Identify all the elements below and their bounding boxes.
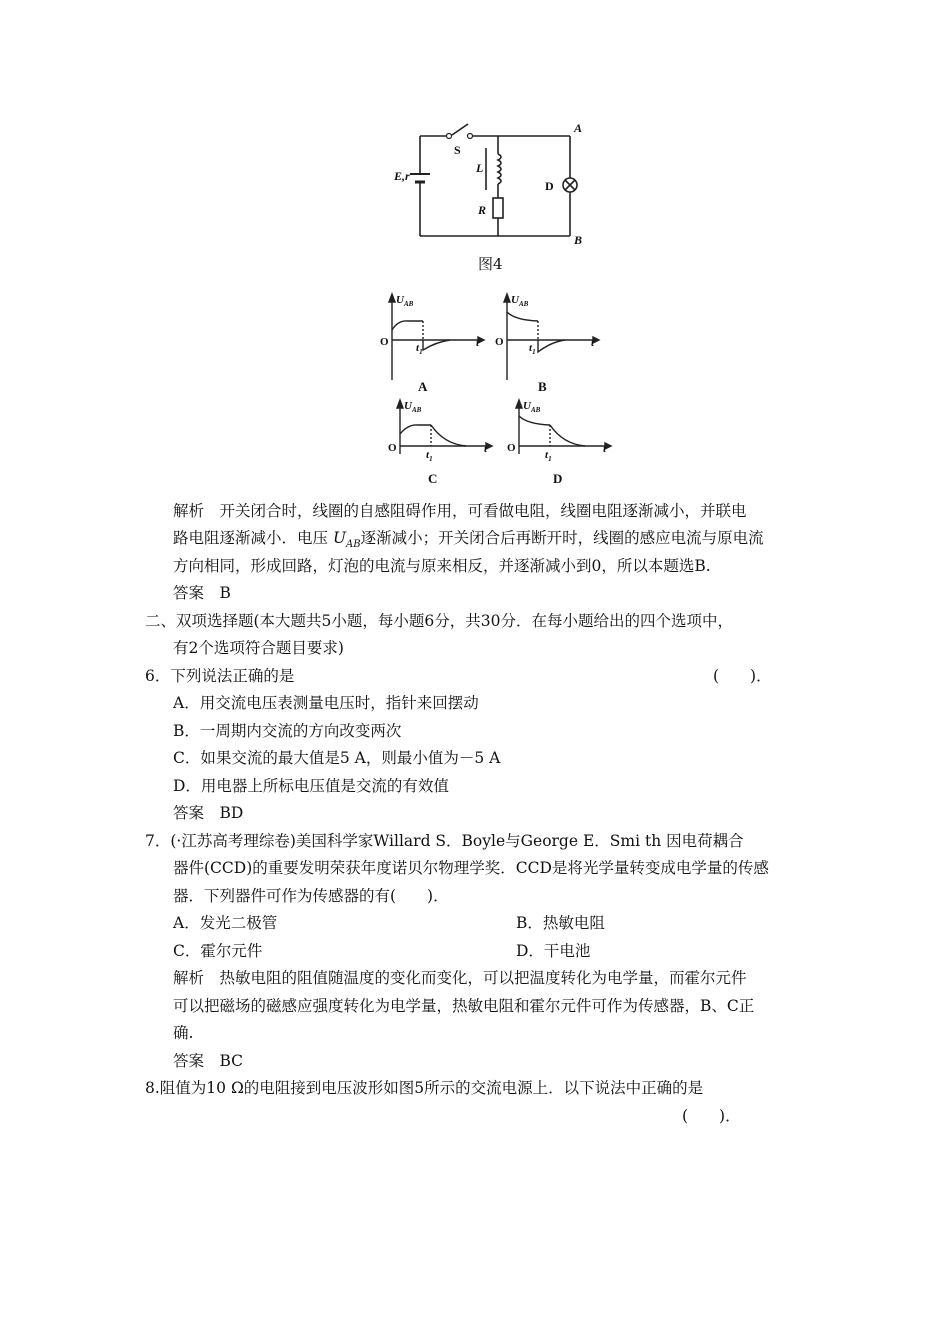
q7-analysis-line-2: 可以把磁场的磁感应强度转化为电学量，热敏电阻和霍尔元件可作为传感器，B、C正 [173,997,755,1015]
svg-text:t: t [484,443,488,455]
svg-text:UAB: $U_{AB}$ [404,400,422,414]
graph-D [505,396,615,466]
label-R: R [478,203,487,217]
switch-blade [452,124,468,135]
graph-B-label: B [538,379,547,394]
q7-stem-line-3: 器．下列器件可作为传感器的有( )． [173,887,449,905]
svg-text:t1: $t_1$ [529,342,536,356]
q7-answer: 答案 BC [173,1052,244,1070]
q6-option-a: A．用交流电压表测量电压时，指针来回摆动 [173,694,479,712]
svg-text:UAB [396,294,414,308]
section2-heading: 二、双项选择题(本大题共5小题，每小题6分，共30分．在每小题给出的四个选项中， [145,612,733,630]
graph-A-label: A [418,379,428,394]
q7-option-a: A．发光二极管 [173,914,278,932]
q6-bracket: ( )． [713,667,772,685]
svg-text:O: O [495,336,504,348]
svg-text:O: O [507,442,516,454]
q5-analysis-line-1: 解析 开关闭合时，线圈的自感阻碍作用，可看做电阻，线圈电阻逐渐减小，并联电 [173,502,747,520]
t-axis-label: t [476,337,480,349]
curve-charge [507,312,538,321]
curve-charge [400,425,431,434]
label-S: S [454,143,461,157]
svg-text:UAB: $U_{AB}$ [523,400,541,414]
svg-text:t1: $t_1$ [426,449,433,463]
q7-analysis-line-3: 确. [173,1024,194,1042]
q7-stem-line-1: 7．(·江苏高考理综卷)美国科学家Willard S．Boyle与George E．Smi th 因电荷耦合 [145,832,744,850]
graph-D-label: D [553,471,563,486]
curve-discharge [538,340,565,352]
circuit-diagram [380,118,600,248]
q8-stem: 8.阻值为10 Ω的电阻接到电压波形如图5所示的交流电源上．以下说法中正确的是 [145,1079,704,1097]
label-L: L [476,161,484,175]
curve-discharge [423,340,450,350]
label-B: B [574,233,583,247]
q7-option-d: D．干电池 [516,942,591,960]
label-Er: E,r [394,169,410,183]
curve-charge [519,416,550,425]
q5-analysis-line-2: 路电阻逐渐减小．电压 $U_{AB}$逐渐减小；开关闭合后再断开时，线圈的感应电流与原电流 [173,529,764,551]
q5-answer: 答案 B [173,584,231,602]
svg-text:t1: $t_1$ [545,449,552,463]
origin-label: O [380,336,389,348]
graph-C [386,396,496,466]
section2-heading-cont: 有2个选项符合题目要求) [173,639,344,657]
t1-label: t [416,342,420,354]
y-label: U [396,294,404,306]
graph-A [378,290,488,390]
graph-B [493,290,603,390]
curve-discharge [431,425,466,446]
label-D: D [545,179,554,193]
label-A: A [574,121,583,135]
q6-option-c: C．如果交流的最大值是5 A，则最小值为－5 A [173,749,501,767]
graph-C-label: C [428,471,438,486]
svg-text:t: t [591,337,595,349]
y-sub: AB [403,300,414,308]
curve-charge [392,321,423,330]
inductor-coil [498,154,501,184]
q7-option-b: B．热敏电阻 [516,914,605,932]
q5-analysis-line-3: 方向相同，形成回路，灯泡的电流与原来相反，并逐渐减小到0，所以本题选B. [173,557,711,575]
q7-stem-line-2: 器件(CCD)的重要发明荣获年度诺贝尔物理学奖．CCD是将光学量转变成电学量的传感 [173,859,769,877]
q6-option-b: B．一周期内交流的方向改变两次 [173,722,402,740]
q7-analysis-line-1: 解析 热敏电阻的阻值随温度的变化而变化，可以把温度转化为电学量，而霍尔元件 [173,969,747,987]
q7-option-c: C．霍尔元件 [173,942,263,960]
svg-text:UAB: $U_{AB}$ [511,294,529,308]
resistor [493,198,503,218]
q6-answer: 答案 BD [173,804,244,822]
svg-text:t: t [603,443,607,455]
svg-text:t1 [416,342,423,356]
q8-bracket: ( )． [682,1107,741,1125]
q6-option-d: D．用电器上所标电压值是交流的有效值 [173,777,449,795]
q6-stem: 6．下列说法正确的是 [145,667,295,685]
t1-sub: 1 [419,348,423,356]
svg-text:O: O [388,442,397,454]
curve-discharge [550,425,585,446]
figure-4-caption: 图4 [478,255,503,273]
